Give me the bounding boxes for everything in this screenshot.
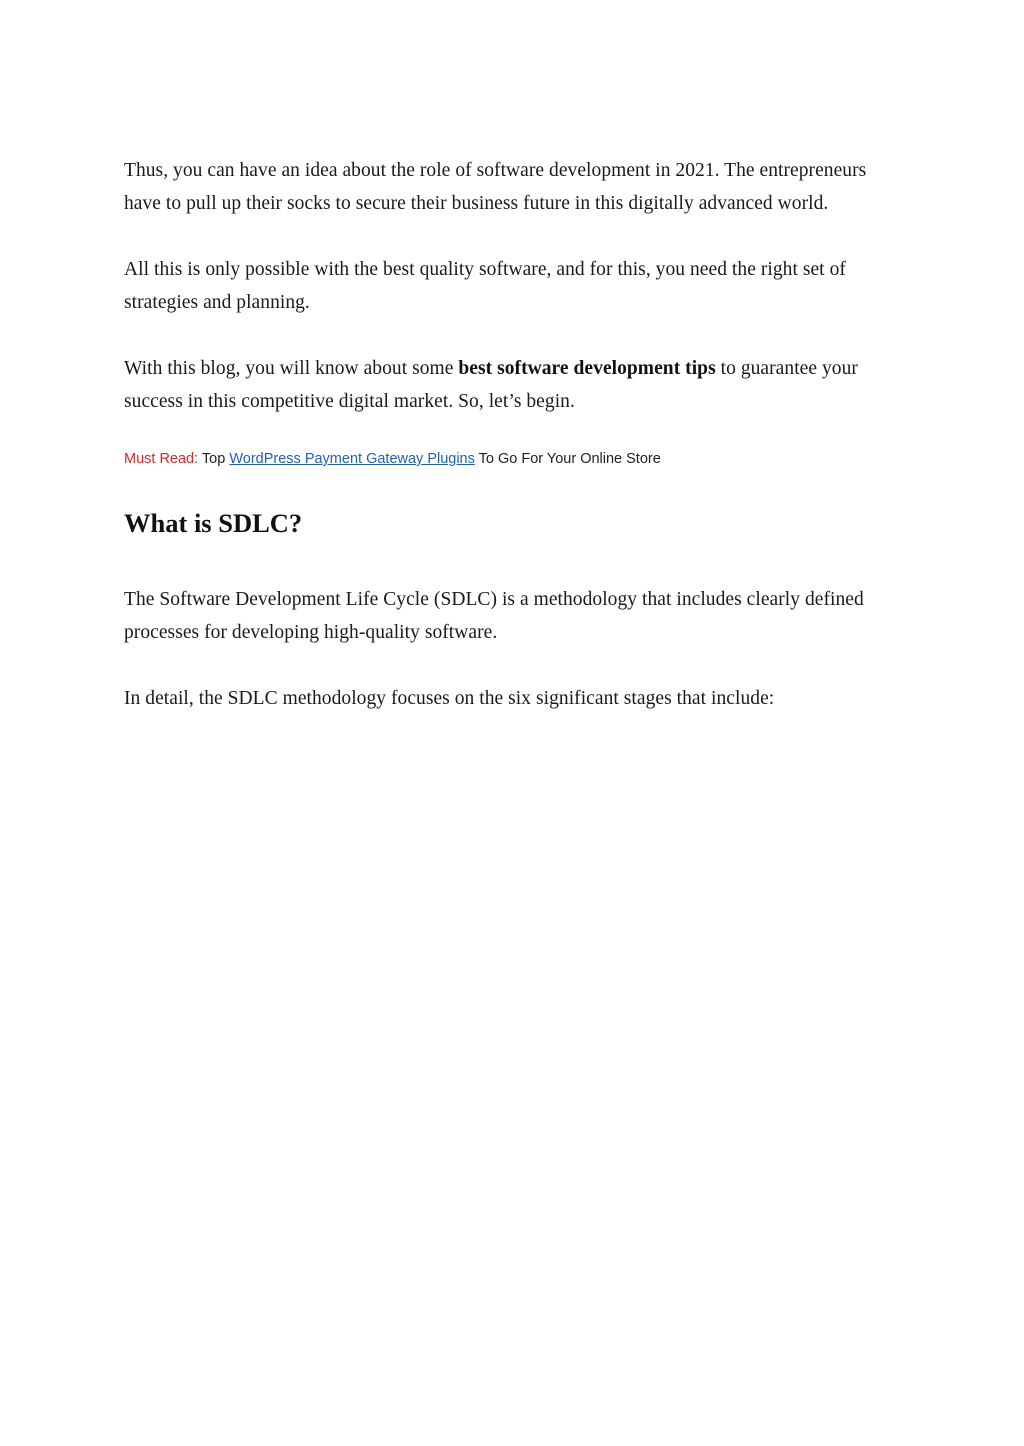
blog-intro-paragraph — [124, 352, 904, 418]
must-read-label: Must Read: — [124, 451, 199, 467]
sdlc-stages-paragraph: In detail, the SDLC methodology focuses on the six significant stages that include: — [124, 688, 775, 709]
blog-intro-text-end: to guarantee your success in this competitive digital market. So, let’s begin. — [124, 358, 858, 412]
article-body — [124, 154, 904, 748]
must-read-prefix: Top — [198, 451, 230, 467]
blog-intro-text: With this blog, you will know about some — [124, 358, 459, 379]
section-heading: What is SDLC? — [124, 508, 303, 538]
bold-phrase: best software development tips — [458, 358, 716, 379]
must-read-link[interactable]: WordPress Payment Gateway Plugins — [229, 451, 475, 467]
intro-paragraph: Thus, you can have an idea about the role of software development in 2021. The entrepreneurs have to pull up their socks to secure their business future in this digitally advanced world. — [124, 160, 867, 214]
must-read-callout — [124, 449, 904, 469]
must-read-suffix: To Go For Your Online Store — [474, 451, 661, 467]
sdlc-definition-paragraph: The Software Development Life Cycle (SDLC) is a methodology that includes clearly defined processes for developing high-quality software. — [124, 589, 864, 643]
quality-paragraph: All this is only possible with the best quality software, and for this, you need the right set of strategies and planning. — [124, 259, 846, 313]
